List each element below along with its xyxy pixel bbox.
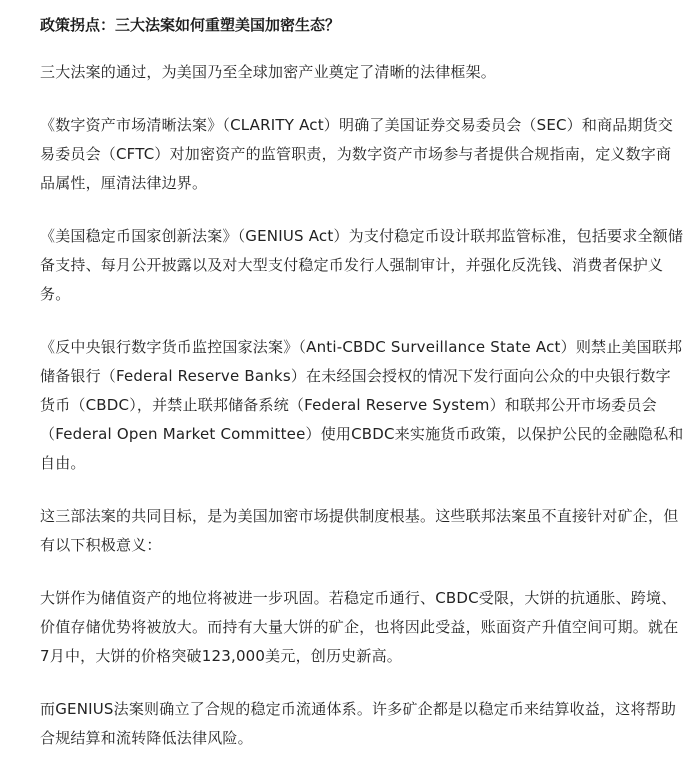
paragraph-store-of-value: 大饼作为储值资产的地位将被进一步巩固。若稳定币通行、CBDC受限，大饼的抗通胀、跨境、价值存储优势将被放大。而持有大量大饼的矿企，也将因此受益，账面资产升值空间可期。就在7月中，大饼的价格突破123,000美元，创历史新高。: [40, 589, 679, 665]
paragraph-intro: 三大法案的通过，为美国乃至全球加密产业奠定了清晰的法律框架。: [40, 63, 497, 81]
paragraph-anti-cbdc-act: 《反中央银行数字货币监控国家法案》（Anti-CBDC Surveillance State Act）则禁止美国联邦储备银行（Federal Reserve Banks）在未经国会授权的情况下发行面向公众的中央银行数字货币（CBDC），并禁止联邦储备系统（Federal Reserve System）和联邦公开市场委员会（Federal Open Market Committee）使用CBDC来实施货币政策，以保护公民的金融隐私和自由。: [40, 338, 684, 472]
paragraph-genius-act: 《美国稳定币国家创新法案》（GENIUS Act）为支付稳定币设计联邦监管标准，包括要求全额储备支持、每月公开披露以及对大型支付稳定币发行人强制审计，并强化反洗钱、消费者保护义务。: [40, 227, 684, 303]
section-heading: 政策拐点：三大法案如何重塑美国加密生态？: [40, 16, 341, 34]
paragraph-common-goal: 这三部法案的共同目标，是为美国加密市场提供制度根基。这些联邦法案虽不直接针对矿企，但有以下积极意义：: [40, 507, 679, 554]
paragraph-clarity-act: 《数字资产市场清晰法案》（CLARITY Act）明确了美国证券交易委员会（SEC）和商品期货交易委员会（CFTC）对加密资产的监管职责，为数字资产市场参与者提供合规指南，定义数字商品属性，厘清法律边界。: [40, 116, 674, 192]
paragraph-stablecoin-settlement: 而GENIUS法案则确立了合规的稳定币流通体系。许多矿企都是以稳定币来结算收益，这将帮助合规结算和流转降低法律风险。: [40, 700, 677, 747]
